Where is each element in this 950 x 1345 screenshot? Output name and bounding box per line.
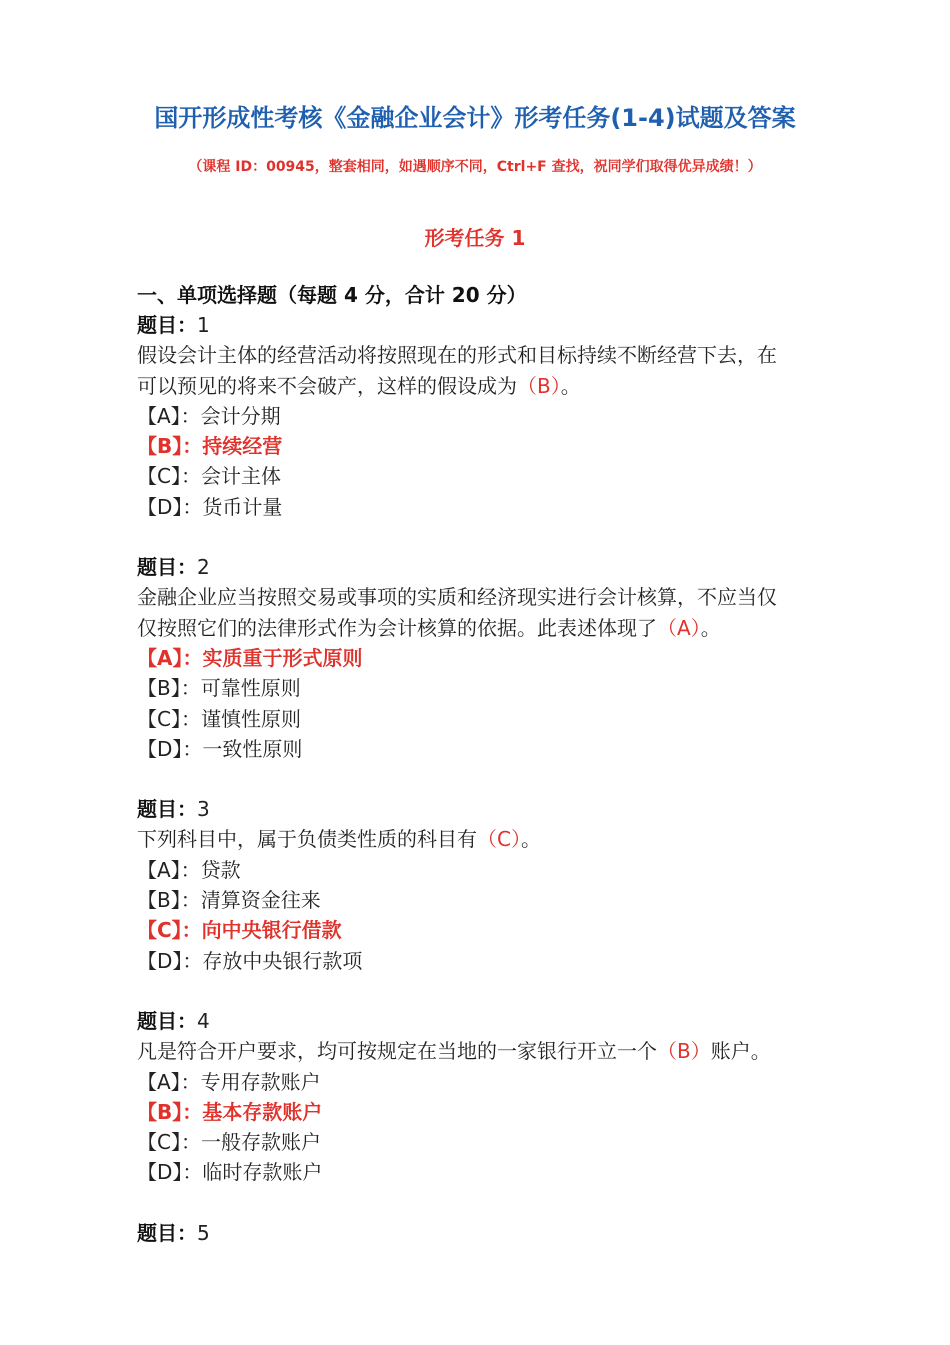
question-label: 题目：: [137, 555, 197, 580]
question-label: 题目：: [137, 313, 197, 337]
answer-marker: （A）: [657, 615, 701, 640]
question-text-end: 。: [700, 615, 721, 640]
question-3: [137, 794, 877, 976]
option-c: 【C】：会计主体: [137, 464, 281, 489]
question-label-line: [137, 794, 877, 824]
question-text-line-1: 金融企业应当按照交易或事项的实质和经济现实进行会计核算，不应当仅: [137, 585, 777, 610]
question-2: [137, 552, 877, 764]
document-title: 国开形成性考核《金融企业会计》形考任务(1-4)试题及答案: [154, 104, 796, 132]
option-d: 【D】：存放中央银行款项: [137, 948, 363, 973]
section-title: 一、单项选择题（每题 4 分，合计 20 分）: [137, 283, 527, 307]
question-text-line: [137, 1036, 877, 1066]
question-label-line: [137, 310, 877, 340]
question-4: [137, 1006, 877, 1188]
question-number: 5: [197, 1220, 210, 1245]
option-a: 【A】：贷款: [137, 857, 241, 882]
task-title: 形考任务 1: [424, 226, 526, 250]
answer-marker: （B）: [517, 373, 561, 398]
question-label: 题目：: [137, 797, 197, 822]
option-a-correct: 【A】：实质重于形式原则: [137, 645, 363, 670]
question-text: 凡是符合开户要求，均可按规定在当地的一家银行开立一个: [137, 1039, 657, 1064]
option-b-correct: 【B】：持续经营: [137, 434, 283, 459]
answer-marker: （B）: [657, 1039, 711, 1064]
option-d: 【D】：一致性原则: [137, 736, 303, 761]
question-label: 题目：: [137, 1008, 197, 1033]
question-label-line: [137, 1218, 877, 1248]
question-1: [137, 310, 877, 522]
document-content: [137, 280, 877, 1278]
question-text-end: 。: [520, 827, 541, 852]
question-text: 可以预见的将来不会破产，这样的假设成为: [137, 373, 517, 398]
option-a: 【A】：会计分期: [137, 403, 281, 428]
question-text: 下列科目中，属于负债类性质的科目有: [137, 827, 477, 852]
option-b: 【B】：可靠性原则: [137, 676, 301, 701]
question-text-end: 。: [560, 373, 581, 398]
option-d: 【D】：临时存款账户: [137, 1160, 323, 1185]
question-number: 1: [197, 313, 210, 337]
question-number: 2: [197, 555, 210, 580]
answer-marker: （C）: [477, 827, 521, 852]
option-c: 【C】：谨慎性原则: [137, 706, 301, 731]
option-b-correct: 【B】：基本存款账户: [137, 1099, 323, 1124]
question-text: 仅按照它们的法律形式作为会计核算的依据。此表述体现了: [137, 615, 657, 640]
option-d: 【D】：货币计量: [137, 494, 283, 519]
question-label-line: [137, 1006, 877, 1036]
option-c-correct: 【C】：向中央银行借款: [137, 918, 342, 943]
option-b: 【B】：清算资金往来: [137, 888, 321, 913]
question-text-line-2: [137, 371, 877, 401]
question-text-end: 账户。: [710, 1039, 771, 1064]
question-label: 题目：: [137, 1220, 197, 1245]
question-number: 3: [197, 797, 210, 822]
question-text-line-1: 假设会计主体的经营活动将按照现在的形式和目标持续不断经营下去，在: [137, 343, 777, 368]
question-number: 4: [197, 1008, 210, 1033]
question-text-line: [137, 824, 877, 854]
question-text-line-2: [137, 613, 877, 643]
question-5: [137, 1218, 877, 1248]
option-a: 【A】：专用存款账户: [137, 1069, 321, 1094]
option-c: 【C】：一般存款账户: [137, 1130, 321, 1155]
document-subtitle: （课程 ID：00945，整套相同，如遇顺序不同，Ctrl+F 查找，祝同学们取得优异成绩！）: [188, 159, 762, 175]
question-label-line: [137, 552, 877, 582]
